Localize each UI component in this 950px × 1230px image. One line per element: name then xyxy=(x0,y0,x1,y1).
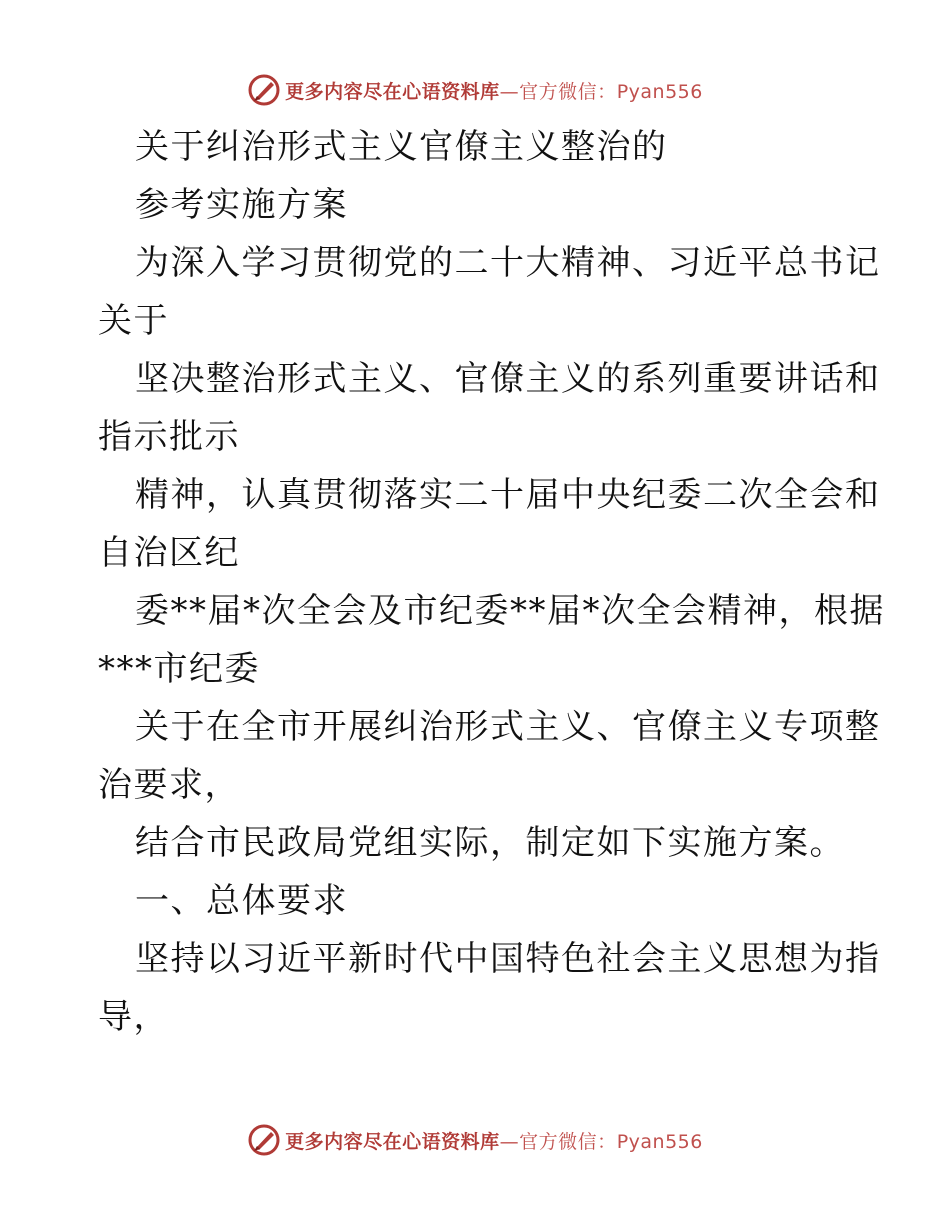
paragraph-line: ***市纪委 xyxy=(98,649,260,689)
section-heading: 一、总体要求 xyxy=(135,881,348,921)
paragraph-line: 坚决整治形式主义、官僚主义的系列重要讲话和 xyxy=(135,359,881,399)
paragraph-line: 坚持以习近平新时代中国特色社会主义思想为指 xyxy=(135,939,881,979)
paragraph-line: 导， xyxy=(98,997,169,1037)
paragraph-line: 关于在全市开展纠治形式主义、官僚主义专项整 xyxy=(135,707,881,747)
brush-logo-icon xyxy=(247,1123,281,1157)
paragraph-line: 自治区纪 xyxy=(98,533,240,573)
document-title-line-1: 关于纠治形式主义官僚主义整治的 xyxy=(135,127,668,167)
paragraph-line: 委**届*次全会及市纪委**届*次全会精神，根据 xyxy=(135,591,885,631)
header-watermark xyxy=(0,70,950,110)
paragraph-line: 指示批示 xyxy=(98,417,240,457)
paragraph-line: 治要求， xyxy=(98,765,240,805)
paragraph-line: 精神，认真贯彻落实二十届中央纪委二次全会和 xyxy=(135,475,881,515)
brush-logo-icon xyxy=(247,73,281,107)
footer-watermark xyxy=(0,1120,950,1160)
watermark-text: 更多内容尽在心语资料库—官方微信：Pyan556 xyxy=(285,1130,703,1153)
paragraph-line: 关于 xyxy=(98,301,169,341)
watermark-text: 更多内容尽在心语资料库—官方微信：Pyan556 xyxy=(285,80,703,103)
document-title-line-2: 参考实施方案 xyxy=(135,185,348,225)
paragraph-line: 为深入学习贯彻党的二十大精神、习近平总书记 xyxy=(135,243,881,283)
paragraph-line: 结合市民政局党组实际，制定如下实施方案。 xyxy=(135,823,845,863)
